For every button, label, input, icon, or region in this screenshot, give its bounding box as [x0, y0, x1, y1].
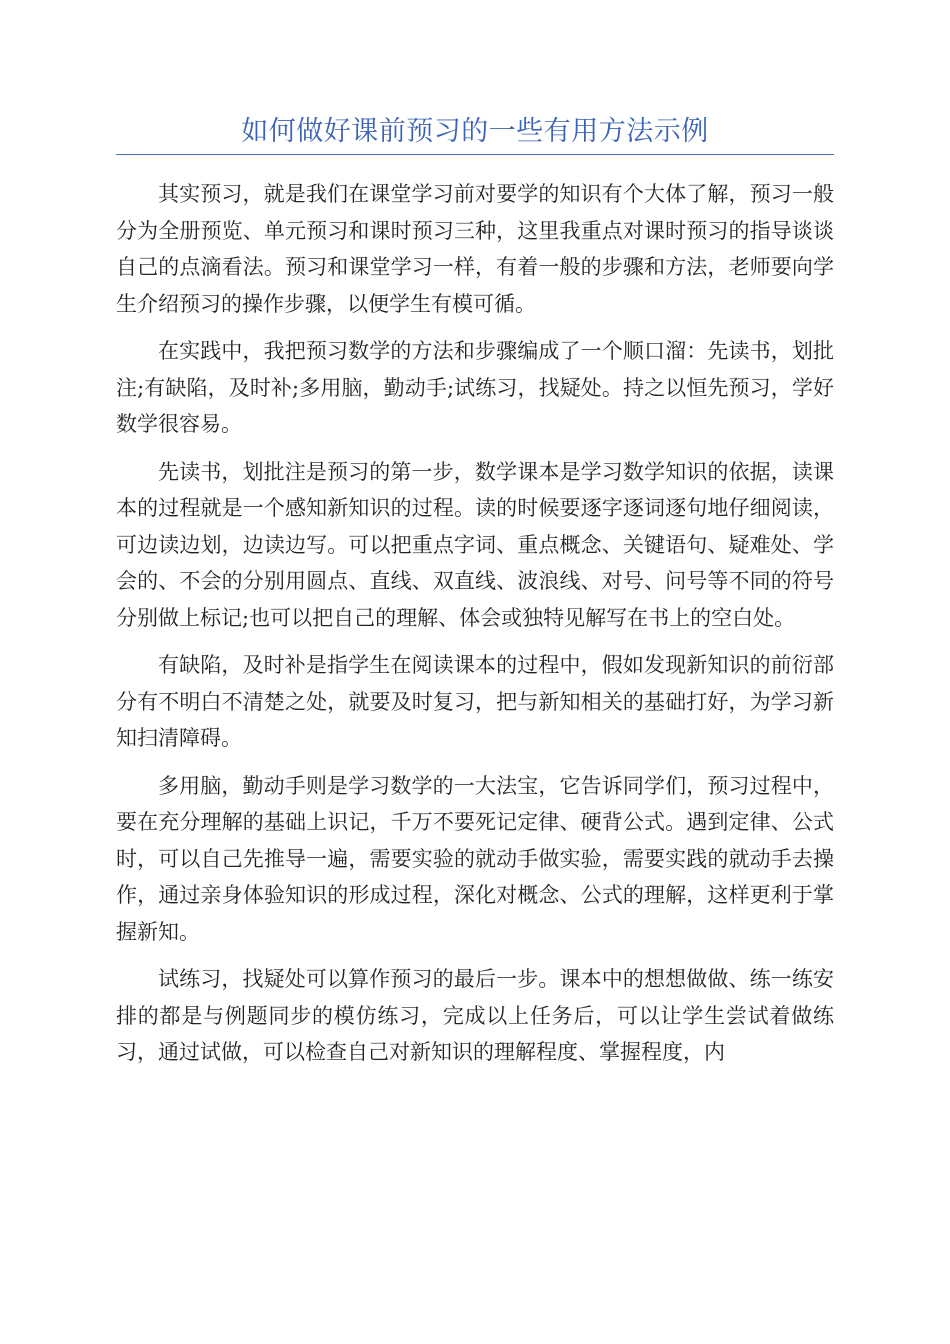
- paragraph-5: 多用脑，勤动手则是学习数学的一大法宝，它告诉同学们，预习过程中，要在充分理解的基础上识记，千万不要死记定律、硬背公式。遇到定律、公式时，可以自己先推导一遍，需要实验的就动手做实验，需要实践的就动手去操作，通过亲身体验知识的形成过程，深化对概念、公式的理解，这样更利于掌握新知。: [116, 773, 834, 944]
- document-body: [116, 176, 834, 1082]
- paragraph-2: 在实践中，我把预习数学的方法和步骤编成了一个顺口溜：先读书，划批注;有缺陷，及时补;多用脑，勤动手;试练习，找疑处。持之以恒先预习，学好数学很容易。: [116, 339, 834, 436]
- paragraph-6: 试练习，找疑处可以算作预习的最后一步。课本中的想想做做、练一练安排的都是与例题同步的模仿练习，完成以上任务后，可以让学生尝试着做练习，通过试做，可以检查自己对新知识的理解程度、掌握程度，内: [116, 967, 834, 1064]
- title-underline: [116, 154, 834, 155]
- document-title: 如何做好课前预习的一些有用方法示例: [241, 116, 709, 147]
- paragraph-1: 其实预习，就是我们在课堂学习前对要学的知识有个大体了解，预习一般分为全册预览、单元预习和课时预习三种，这里我重点对课时预习的指导谈谈自己的点滴看法。预习和课堂学习一样，有着一般的步骤和方法，老师要向学生介绍预习的操作步骤，以便学生有模可循。: [116, 182, 834, 316]
- paragraph-4: 有缺陷，及时补是指学生在阅读课本的过程中，假如发现新知识的前衍部分有不明白不清楚之处，就要及时复习，把与新知相关的基础打好，为学习新知扫清障碍。: [116, 653, 834, 750]
- paragraph-3: 先读书，划批注是预习的第一步，数学课本是学习数学知识的依据，读课本的过程就是一个感知新知识的过程。读的时候要逐字逐词逐句地仔细阅读，可边读边划，边读边写。可以把重点字词、重点概念、关键语句、疑难处、学会的、不会的分别用圆点、直线、双直线、波浪线、对号、问号等不同的符号分别做上标记;也可以把自己的理解、体会或独特见解写在书上的空白处。: [116, 459, 834, 630]
